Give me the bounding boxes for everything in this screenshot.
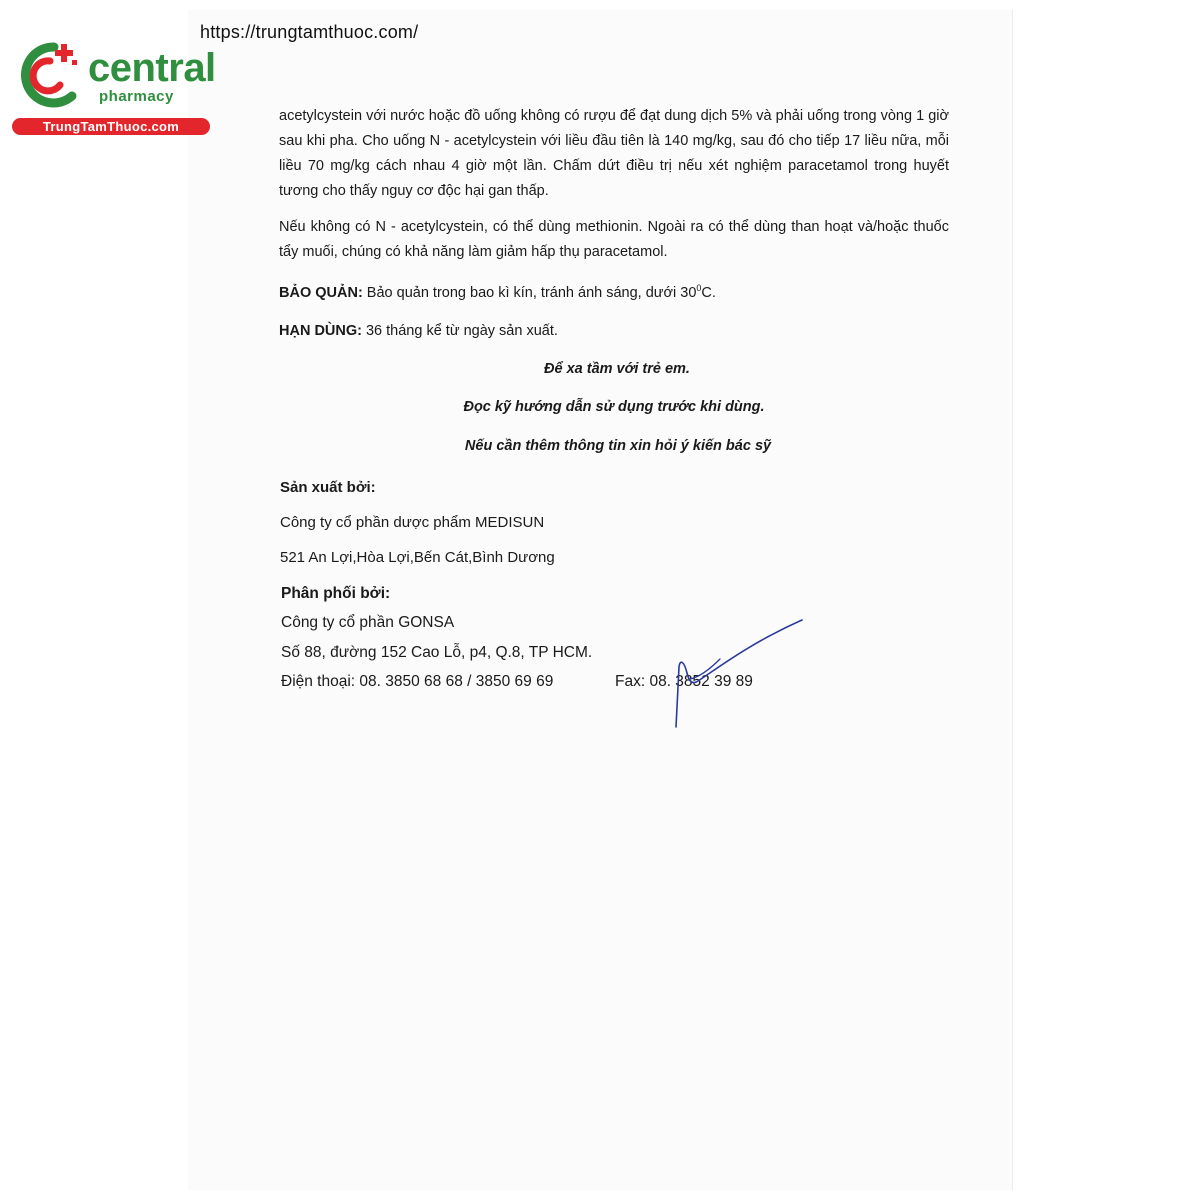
handwritten-signature — [660, 615, 810, 735]
logo-banner: TrungTamThuoc.com — [12, 118, 210, 135]
paragraph-alternative-treatment: Nếu không có N - acetylcystein, có thể dùng methionin. Ngoài ra có thể dùng than hoạt và/hoặc thuốc tẩy muối, chúng có khả năng làm giảm hấp thụ paracetamol. — [279, 219, 949, 260]
paragraph-overdose-treatment: acetylcystein với nước hoặc đồ uống không có rượu để đạt dung dịch 5% và phải uống trong vòng 1 giờ sau khi pha. Cho uống N - acetylcystein với liều đầu tiên là 140 mg/kg, sau đó cho tiếp 17 liều nữa, mỗi liều 70 mg/kg cách nhau 4 giờ một lần. Chấm dứt điều trị nếu xét nghiệm paracetamol trong huyết tương cho thấy nguy cơ độc hại gan thấp. — [279, 108, 949, 199]
warning-read-instructions: Đọc kỹ hướng dẫn sử dụng trước khi dùng. — [463, 399, 765, 415]
storage-unit: C. — [701, 284, 716, 301]
document-body — [279, 104, 949, 265]
fax-number: Fax: 08. 3852 39 89 — [615, 673, 753, 690]
expiry-label: HẠN DÙNG: — [279, 323, 362, 339]
logo-wordmark: central — [88, 46, 216, 90]
distributor-address: Số 88, đường 152 Cao Lỗ, p4, Q.8, TP HCM. — [281, 644, 593, 661]
cross-c-logo-icon — [10, 38, 90, 118]
manufacturer-label: Sản xuất bởi: — [280, 479, 376, 496]
logo-subtitle: pharmacy — [99, 88, 174, 105]
manufacturer-name: Công ty cổ phần dược phẩm MEDISUN — [280, 514, 545, 531]
warning-children: Để xa tầm với trẻ em. — [544, 361, 690, 377]
storage-line — [279, 283, 716, 301]
storage-label: BẢO QUẢN: — [279, 284, 363, 301]
source-url[interactable]: https://trungtamthuoc.com/ — [200, 22, 419, 42]
phone-number: Điện thoại: 08. 3850 68 68 / 3850 69 69 — [281, 673, 554, 690]
distributor-name: Công ty cổ phần GONSA — [281, 614, 455, 631]
expiry-line — [279, 323, 558, 339]
manufacturer-address: 521 An Lợi,Hòa Lợi,Bến Cát,Bình Dương — [280, 549, 555, 566]
distributor-label: Phân phối bởi: — [281, 585, 391, 602]
expiry-text: 36 tháng kể từ ngày sản xuất. — [361, 323, 558, 339]
storage-text: Bảo quản trong bao kì kín, tránh ánh sáng, dưới 30 — [362, 284, 697, 301]
storage-degree: 0 — [696, 283, 702, 293]
brand-logo[interactable] — [10, 38, 215, 138]
warning-ask-doctor: Nếu cần thêm thông tin xin hỏi ý kiến bác sỹ — [464, 438, 772, 454]
